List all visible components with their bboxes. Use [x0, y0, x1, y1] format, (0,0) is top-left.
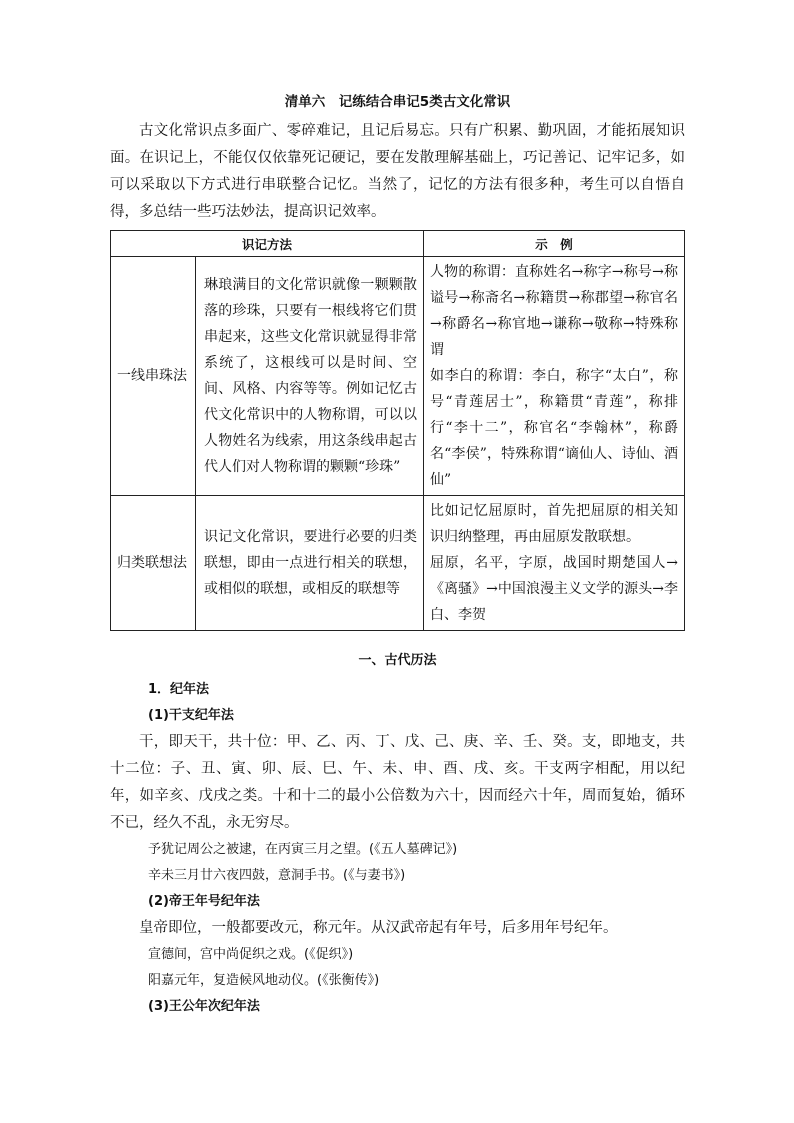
method-description: 识记文化常识，要进行必要的归类联想，即由一点进行相关的联想，或相似的联想，或相反的联想等: [196, 496, 424, 631]
quote-line: 阳嘉元年，复造候风地动仪。(《张衡传》): [148, 973, 380, 988]
document-page: [110, 92, 685, 1020]
method-example: [424, 257, 685, 496]
header-example: 示 例: [424, 231, 685, 257]
method-description: 琳琅满目的文化常识就像一颗颗散落的珍珠，只要有一根线将它们贯串起来，这些文化常识就显得非常系统了，这根线可以是时间、空间、风格、内容等等。例如记忆古代文化常识中的人物称谓，可以以人物姓名为线索，用这条线串起古代人们对人物称谓的颗颗“珍珠”: [196, 257, 424, 496]
intro-paragraph: 古文化常识点多面广、零碎难记，且记后易忘。只有广积累、勤巩固，才能拓展知识面。在识记上，不能仅仅依靠死记硬记，要在发散理解基础上，巧记善记、记牢记多，如可以采取以下方式进行串联整合记忆。当然了，记忆的方法有很多种，考生可以自悟自得，多总结一些巧法妙法，提高识记效率。: [110, 123, 685, 220]
table-header-row: [111, 231, 685, 257]
example-line: 人物的称谓：直称姓名→称字→称号→称谥号→称斋名→称籍贯→称郡望→称官名→称爵名→称官地→谦称→敬称→特殊称谓: [430, 264, 678, 358]
subheading: (1)干支纪年法: [148, 708, 234, 723]
subheading: (2)帝王年号纪年法: [148, 894, 260, 909]
page-title: 清单六 记练结合串记5类古文化常识: [284, 94, 511, 110]
quote-line: 辛未三月廿六夜四鼓，意洞手书。(《与妻书》): [148, 868, 406, 883]
section-title: 一、古代历法: [358, 653, 437, 668]
quote-line: 予犹记周公之被逮，在丙寅三月之望。(《五人墓碑记》): [148, 842, 458, 857]
method-name: 一线串珠法: [111, 257, 196, 496]
body-paragraph: 皇帝即位，一般都要改元，称元年。从汉武帝起有年号，后多用年号纪年。: [139, 920, 618, 936]
example-line: 比如记忆屈原时，首先把屈原的相关知识归纳整理，再由屈原发散联想。: [430, 503, 678, 545]
table-row: [111, 496, 685, 631]
method-name: 归类联想法: [111, 496, 196, 631]
subheading: (3)王公年次纪年法: [148, 999, 260, 1014]
example-line: 如李白的称谓：李白，称字“太白”，称号“青莲居士”，称籍贯“青莲”，称排行“李十二”，称官名“李翰林”，称爵名“李侯”，特殊称谓“谪仙人、诗仙、酒仙”: [430, 368, 678, 488]
subheading: 1．纪年法: [148, 682, 210, 697]
method-example: [424, 496, 685, 631]
body-paragraph: 干，即天干，共十位：甲、乙、丙、丁、戊、己、庚、辛、壬、癸。支，即地支，共十二位：子、丑、寅、卯、辰、巳、午、未、申、酉、戌、亥。干支两字相配，用以纪年，如辛亥、戊戌之类。十和十二的最小公倍数为六十，因而经六十年，周而复始，循环不已，经久不乱，永无穷尽。: [110, 734, 685, 831]
header-method: 识记方法: [111, 231, 424, 257]
memory-method-table: [110, 230, 685, 631]
example-line: 屈原，名平，字原，战国时期楚国人→《离骚》→中国浪漫主义文学的源头→李白、李贺: [430, 555, 678, 623]
quote-line: 宣德间，宫中尚促织之戏。(《促织》): [148, 947, 354, 962]
table-row: [111, 257, 685, 496]
